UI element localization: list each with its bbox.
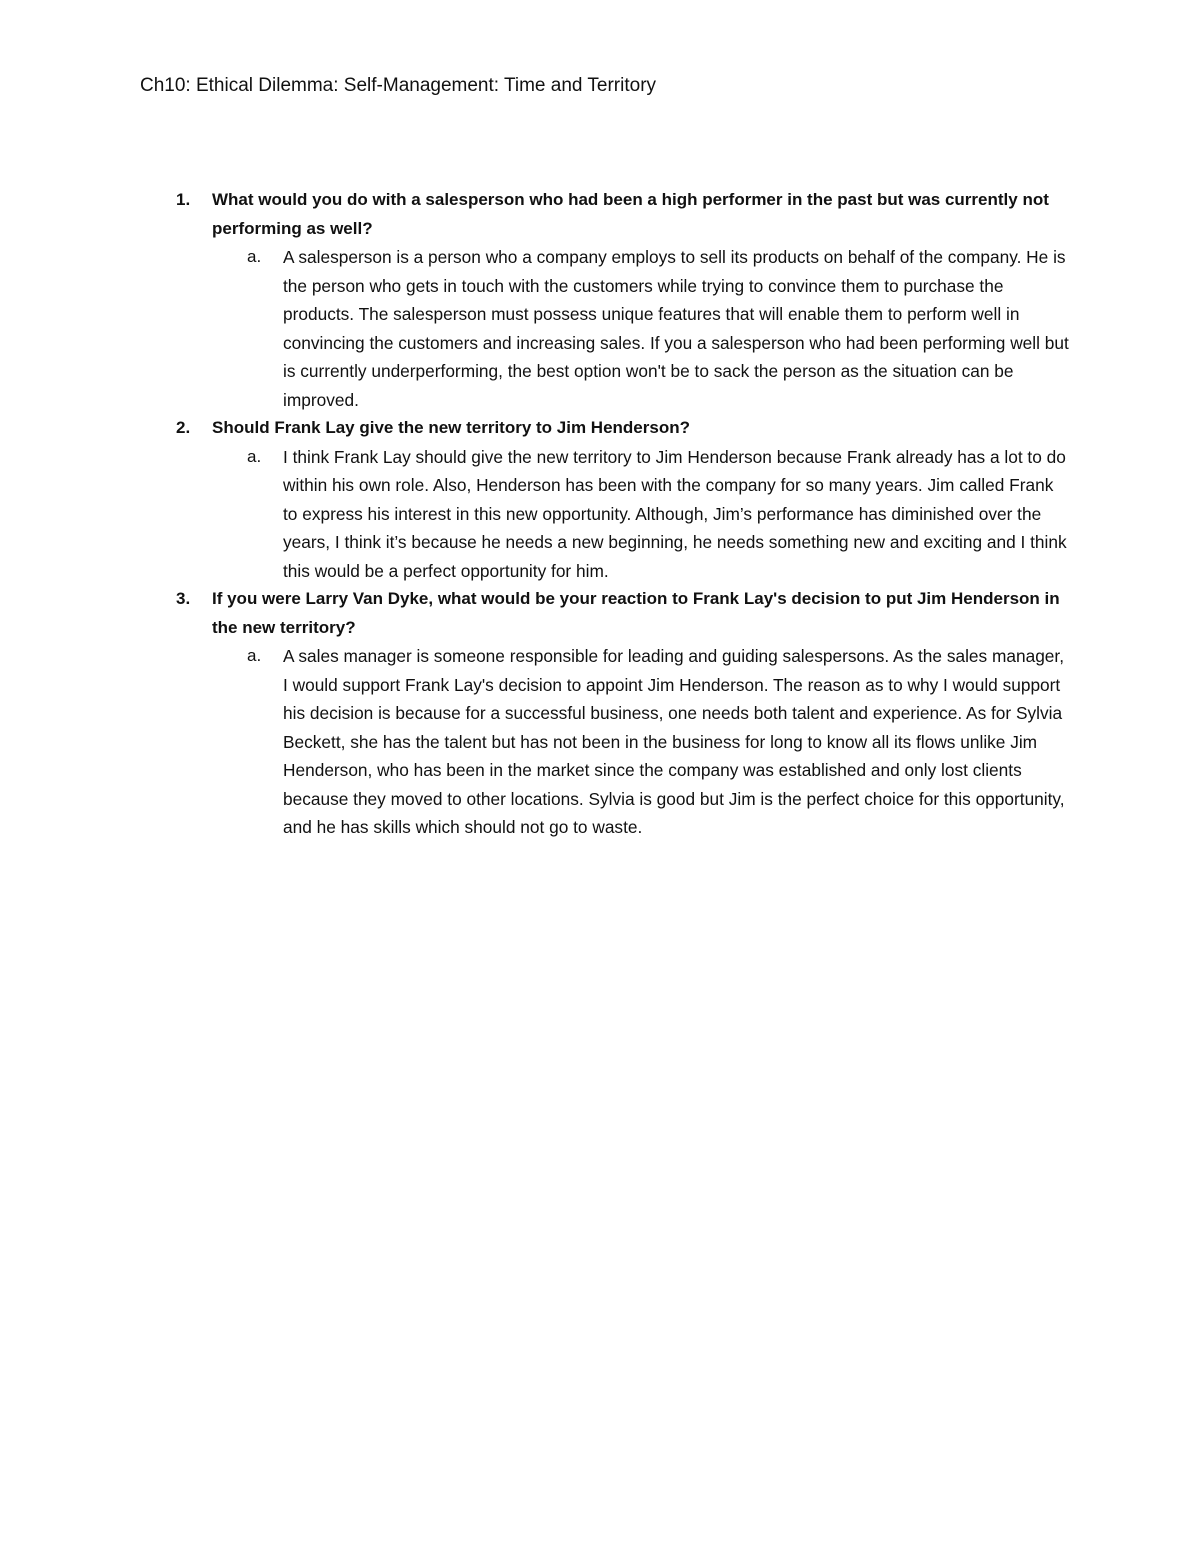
question-number: 1. [176, 190, 191, 209]
question-number: 2. [176, 418, 191, 437]
answer-item [212, 243, 1070, 414]
answer-label: a. [247, 446, 262, 466]
question-item-1 [140, 186, 1070, 414]
answer-text: A sales manager is someone responsible for leading and guiding salespersons. As the sales manager, I would support Frank Lay's decision to appoint Jim Henderson. The reason as to why I would support his decision is because for a successful business, one needs both talent and experience. As for Sylvia Beckett, she has the talent but has not been in the business for long to know all its flows unlike Jim Henderson, who has been in the market since the company was established and only lost clients because they moved to other locations. Sylvia is good but Jim is the perfect choice for this opportunity, and he has skills which should not go to waste. [283, 646, 1065, 837]
question-item-3 [140, 585, 1070, 842]
answer-text: I think Frank Lay should give the new territory to Jim Henderson because Frank already has a lot to do within his own role. Also, Henderson has been with the company for so many years. Jim called Frank to express his interest in this new opportunity. Although, Jim’s performance has diminished over the years, I think it’s because he needs a new beginning, he needs something new and exciting and I think this would be a perfect opportunity for him. [283, 446, 1067, 581]
question-number: 3. [176, 589, 191, 608]
question-text: Should Frank Lay give the new territory to Jim Henderson? [212, 418, 690, 437]
question-list [140, 186, 1070, 842]
answer-item [212, 443, 1070, 586]
question-text: What would you do with a salesperson who had been a high performer in the past but was currently not performing as well? [212, 190, 1049, 238]
question-item-2 [140, 414, 1070, 585]
question-text: If you were Larry Van Dyke, what would be your reaction to Frank Lay's decision to put Jim Henderson in the new territory? [212, 589, 1060, 637]
answer-text: A salesperson is a person who a company employs to sell its products on behalf of the company. He is the person who gets in touch with the customers while trying to convince them to purchase the products. The salesperson must possess unique features that will enable them to perform well in convincing the customers and increasing sales. If you a salesperson who had been performing well but is currently underperforming, the best option won't be to sack the person as the situation can be improved. [283, 247, 1069, 410]
answer-item [212, 642, 1070, 842]
answer-label: a. [247, 646, 262, 665]
answer-label: a. [247, 247, 262, 266]
document-title: Ch10: Ethical Dilemma: Self-Management: Time and Territory [140, 75, 657, 96]
